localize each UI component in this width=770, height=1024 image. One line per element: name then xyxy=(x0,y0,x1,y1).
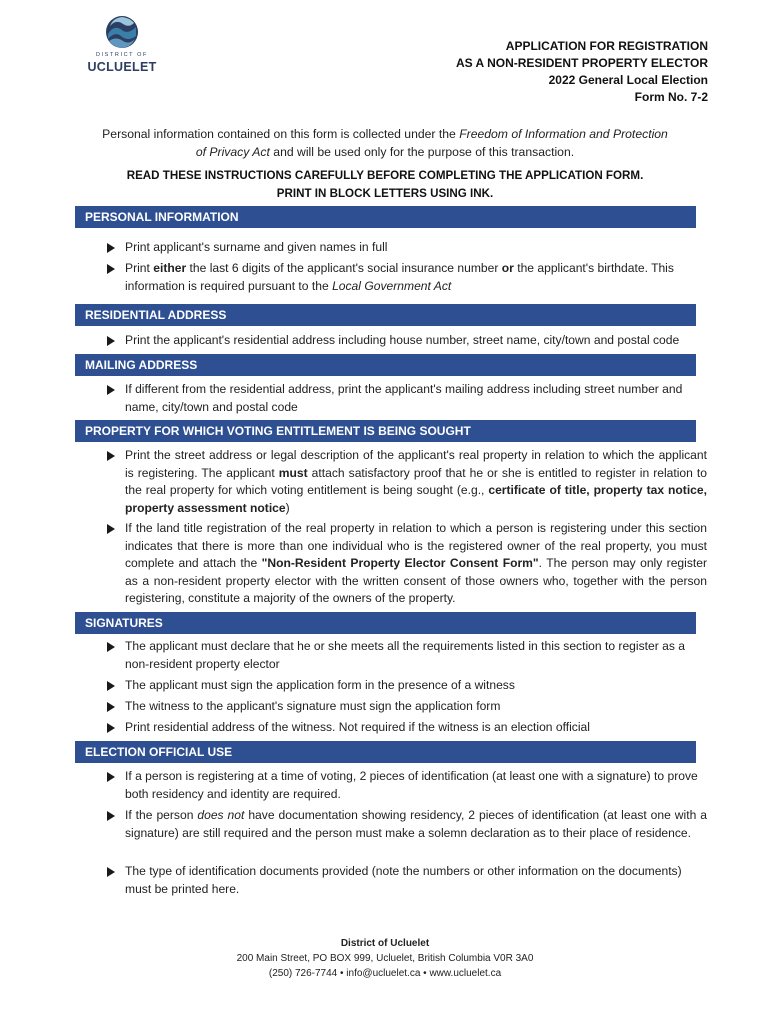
privacy-act-name: Freedom of Information and Protection xyxy=(459,127,668,141)
bullet-text xyxy=(125,260,707,295)
bullet-text-part: have documentation showing residency, 2 pieces of identification (at least one with a signature) are still required and the person must make a solemn declaration as to their place of residence. xyxy=(125,808,707,840)
official-bullet-3 xyxy=(107,863,707,898)
bullet-arrow-icon xyxy=(107,524,115,534)
official-bullet-1 xyxy=(107,768,707,803)
privacy-text-end: and will be used only for the purpose of this transaction. xyxy=(269,145,575,159)
bullet-text-part: Print the street address or legal description of the applicant's real property in relation to which the applicant is registering. The applicant xyxy=(125,448,707,480)
personal-bullet-1 xyxy=(107,239,707,257)
bullet-text: Print the applicant's residential address including house number, street name, city/town and postal code xyxy=(125,333,680,347)
residential-bullet-1 xyxy=(107,332,707,350)
privacy-text: Personal information contained on this form is collected under the xyxy=(102,127,460,141)
bullet-consent-form-name: "Non-Resident Property Elector Consent Form" xyxy=(261,556,539,570)
bullet-arrow-icon xyxy=(107,243,115,253)
property-bullet-1 xyxy=(107,447,707,517)
personal-bullet-2 xyxy=(107,260,707,295)
privacy-act-name-cont: of Privacy Act xyxy=(195,145,270,159)
bullet-text: If different from the residential address, print the applicant's mailing address including street number and name, city/town and postal code xyxy=(125,382,683,414)
form-title-line1: APPLICATION FOR REGISTRATION xyxy=(505,39,708,53)
bullet-text: If a person is registering at a time of voting, 2 pieces of identification (at least one with a signature) to prove both residency and identity are required. xyxy=(125,769,698,801)
footer-address: 200 Main Street, PO BOX 999, Ucluelet, British Columbia V0R 3A0 xyxy=(236,953,534,964)
signatures-bullet-4 xyxy=(107,719,707,737)
instructions-line2: PRINT IN BLOCK LETTERS USING INK. xyxy=(276,187,494,200)
bullet-text-part: the applicant's birthdate. This information is required pursuant to the xyxy=(125,261,674,293)
bullet-arrow-icon xyxy=(107,681,115,691)
signatures-bullet-2 xyxy=(107,677,707,695)
bullet-act-name: Local Government Act xyxy=(332,278,452,293)
bullet-text-part: the last 6 digits of the applicant's social insurance number xyxy=(186,261,502,275)
bullet-emphasis-must: must xyxy=(278,465,308,480)
bullet-text-part: ) xyxy=(285,500,290,515)
logo-district-of: DISTRICT OF xyxy=(95,52,149,58)
bullet-text-part: If the land title registration of the real property in relation to which a person is registering under this section indicates that there is more than one individual who is the registered owner of the real property, you must complete and attach the xyxy=(125,521,707,570)
instructions-heading xyxy=(70,167,700,203)
official-bullet-2 xyxy=(107,807,707,842)
bullet-arrow-icon xyxy=(107,811,115,821)
instructions-line1: READ THESE INSTRUCTIONS CAREFULLY BEFORE COMPLETING THE APPLICATION FORM. xyxy=(126,169,644,182)
signatures-bullet-1 xyxy=(107,638,707,673)
bullet-text xyxy=(125,807,707,842)
district-logo xyxy=(86,14,158,74)
footer-organization: District of Ucluelet xyxy=(340,938,430,949)
mailing-bullet-1 xyxy=(107,381,707,416)
bullet-text: The applicant must declare that he or she meets all the requirements listed in this section to register as a non-resident property elector xyxy=(125,639,685,671)
bullet-emphasis-or: or xyxy=(501,261,514,275)
section-property: PROPERTY FOR WHICH VOTING ENTITLEMENT IS BEING SOUGHT xyxy=(75,420,696,442)
property-bullet-2 xyxy=(107,520,707,608)
bullet-arrow-icon xyxy=(107,867,115,877)
bullet-text-part: Print xyxy=(125,261,154,275)
bullet-text-part: If the person xyxy=(125,808,198,822)
bullet-arrow-icon xyxy=(107,772,115,782)
bullet-arrow-icon xyxy=(107,642,115,652)
signatures-bullet-3 xyxy=(107,698,707,716)
privacy-notice xyxy=(70,125,700,161)
bullet-text: The applicant must sign the application form in the presence of a witness xyxy=(125,678,515,692)
form-number: Form No. 7-2 xyxy=(634,90,708,104)
bullet-arrow-icon xyxy=(107,336,115,346)
section-signatures: SIGNATURES xyxy=(75,612,696,634)
bullet-text-part: attach satisfactory proof that he or she is entitled to register in relation to the real property for which voting entitlement is being sought (e.g., xyxy=(125,465,707,497)
bullet-emphasis-does-not: does not xyxy=(197,808,245,822)
bullet-arrow-icon xyxy=(107,264,115,274)
bullet-text: Print applicant's surname and given names in full xyxy=(125,240,388,254)
form-title-line2: AS A NON-RESIDENT PROPERTY ELECTOR xyxy=(455,56,708,70)
bullet-text: The witness to the applicant's signature must sign the application form xyxy=(125,699,501,713)
bullet-arrow-icon xyxy=(107,702,115,712)
bullet-arrow-icon xyxy=(107,723,115,733)
section-residential-address: RESIDENTIAL ADDRESS xyxy=(75,304,696,326)
form-heading xyxy=(456,38,708,106)
district-of-ucluelet-wave-logo xyxy=(104,14,140,50)
section-election-official-use: ELECTION OFFICIAL USE xyxy=(75,741,696,763)
bullet-emphasis-either: either xyxy=(153,261,187,275)
bullet-arrow-icon xyxy=(107,385,115,395)
section-personal-information: PERSONAL INFORMATION xyxy=(75,206,696,228)
bullet-arrow-icon xyxy=(107,451,115,461)
bullet-text xyxy=(125,520,707,608)
section-mailing-address: MAILING ADDRESS xyxy=(75,354,696,376)
bullet-text-part: . The person may only register as a non-resident property elector with the written consent of those owners who, together with the person registering, constitute a majority of the owners of the property. xyxy=(125,556,708,605)
bullet-text xyxy=(125,447,707,517)
page-footer xyxy=(0,936,770,981)
bullet-required-documents: certificate of title, property tax notice, property assessment notice xyxy=(125,483,707,515)
logo-ucluelet: UCLUELET xyxy=(87,60,157,74)
bullet-text: The type of identification documents provided (note the numbers or other information on the documents) must be printed here. xyxy=(125,864,682,896)
form-election-name: 2022 General Local Election xyxy=(548,73,708,87)
footer-contact: (250) 726-7744 • info@ucluelet.ca • www.ucluelet.ca xyxy=(268,968,502,979)
bullet-text: Print residential address of the witness. Not required if the witness is an election official xyxy=(125,720,590,734)
